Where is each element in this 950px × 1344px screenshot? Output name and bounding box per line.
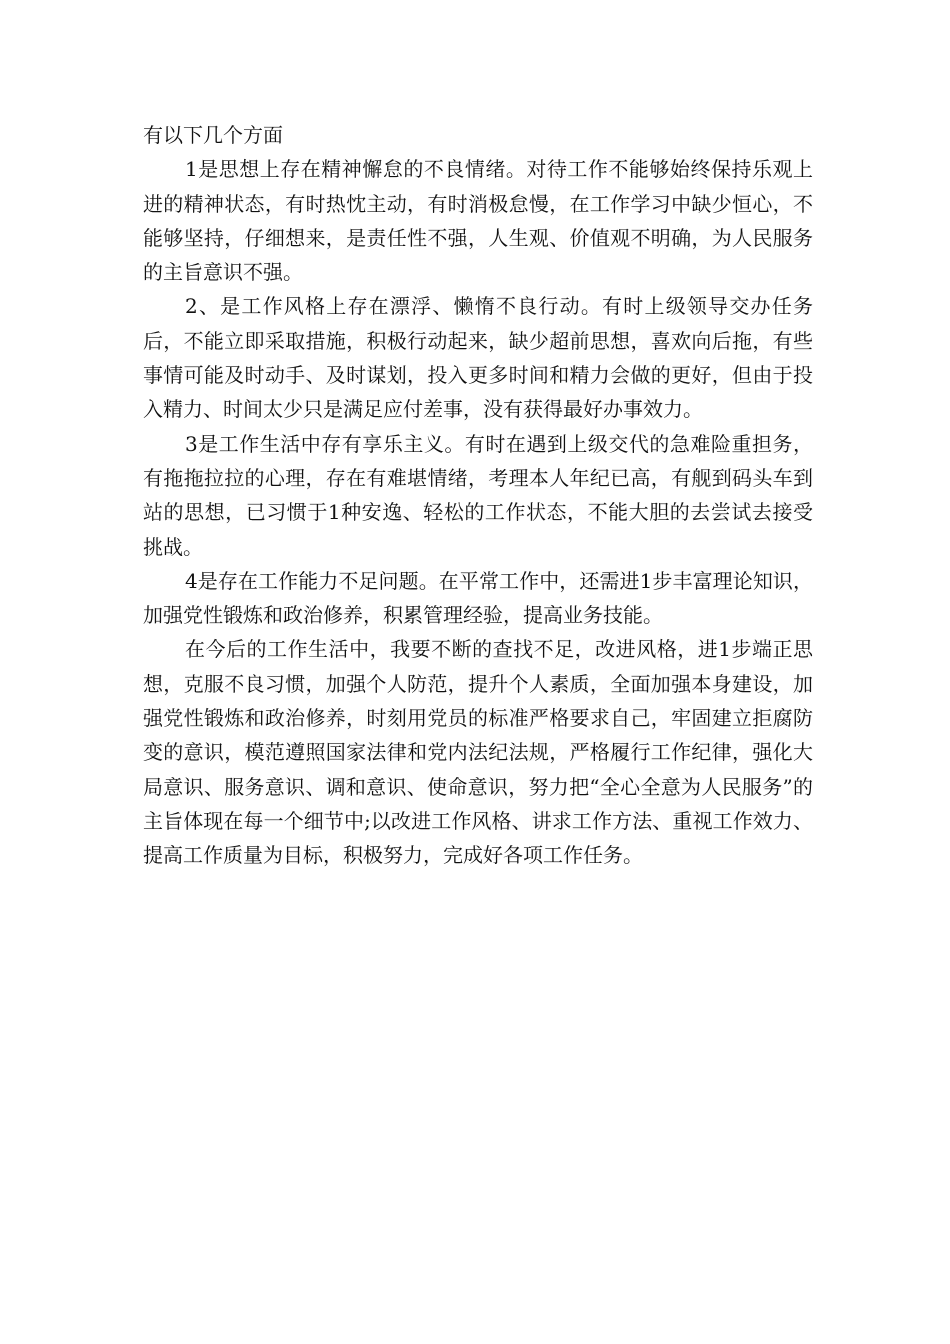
paragraph-2: 2、是工作风格上存在漂浮、懒惰不良行动。有时上级领导交办任务后，不能立即采取措施，积极行动起来，缺少超前思想，喜欢向后拖，有些事情可能及时动手、及时谋划，投入更多时间和精力会做的更好，但由于投入精力、时间太少只是满足应付差事，没有获得最好办事效力。 <box>143 294 813 422</box>
intro-line: 有以下几个方面 <box>143 123 283 147</box>
paragraph-5: 在今后的工作生活中，我要不断的查找不足，改进风格，进1步端正思想，克服不良习惯，加强个人防范，提升个人素质，全面加强本身建设，加强党性锻炼和政治修养，时刻用党员的标准严格要求自己，牢固建立拒腐防变的意识，模范遵照国家法律和党内法纪法规，严格履行工作纪律，强化大局意识、服务意识、调和意识、使命意识，努力把“全心全意为人民服务”的主旨体现在每一个细节中;以改进工作风格、讲求工作方法、重视工作效力、提高工作质量为目标，积极努力，完成好各项工作任务。 <box>143 637 813 868</box>
paragraph-4: 4是存在工作能力不足问题。在平常工作中，还需进1步丰富理论知识，加强党性锻炼和政治修养，积累管理经验，提高业务技能。 <box>143 568 813 628</box>
paragraph-3: 3是工作生活中存有享乐主义。有时在遇到上级交代的急难险重担务，有拖拖拉拉的心理，存在有难堪情绪，考理本人年纪已高，有舰到码头车到站的思想，已习惯于1种安逸、轻松的工作状态，不能大胆的去尝试去接受挑战。 <box>143 431 813 559</box>
document-body <box>143 118 813 873</box>
paragraph-1: 1是思想上存在精神懈怠的不良情绪。对待工作不能够始终保持乐观上进的精神状态，有时热忱主动，有时消极怠慢，在工作学习中缺少恒心，不能够坚持，仔细想来，是责任性不强，人生观、价值观不明确，为人民服务的主旨意识不强。 <box>143 157 813 285</box>
